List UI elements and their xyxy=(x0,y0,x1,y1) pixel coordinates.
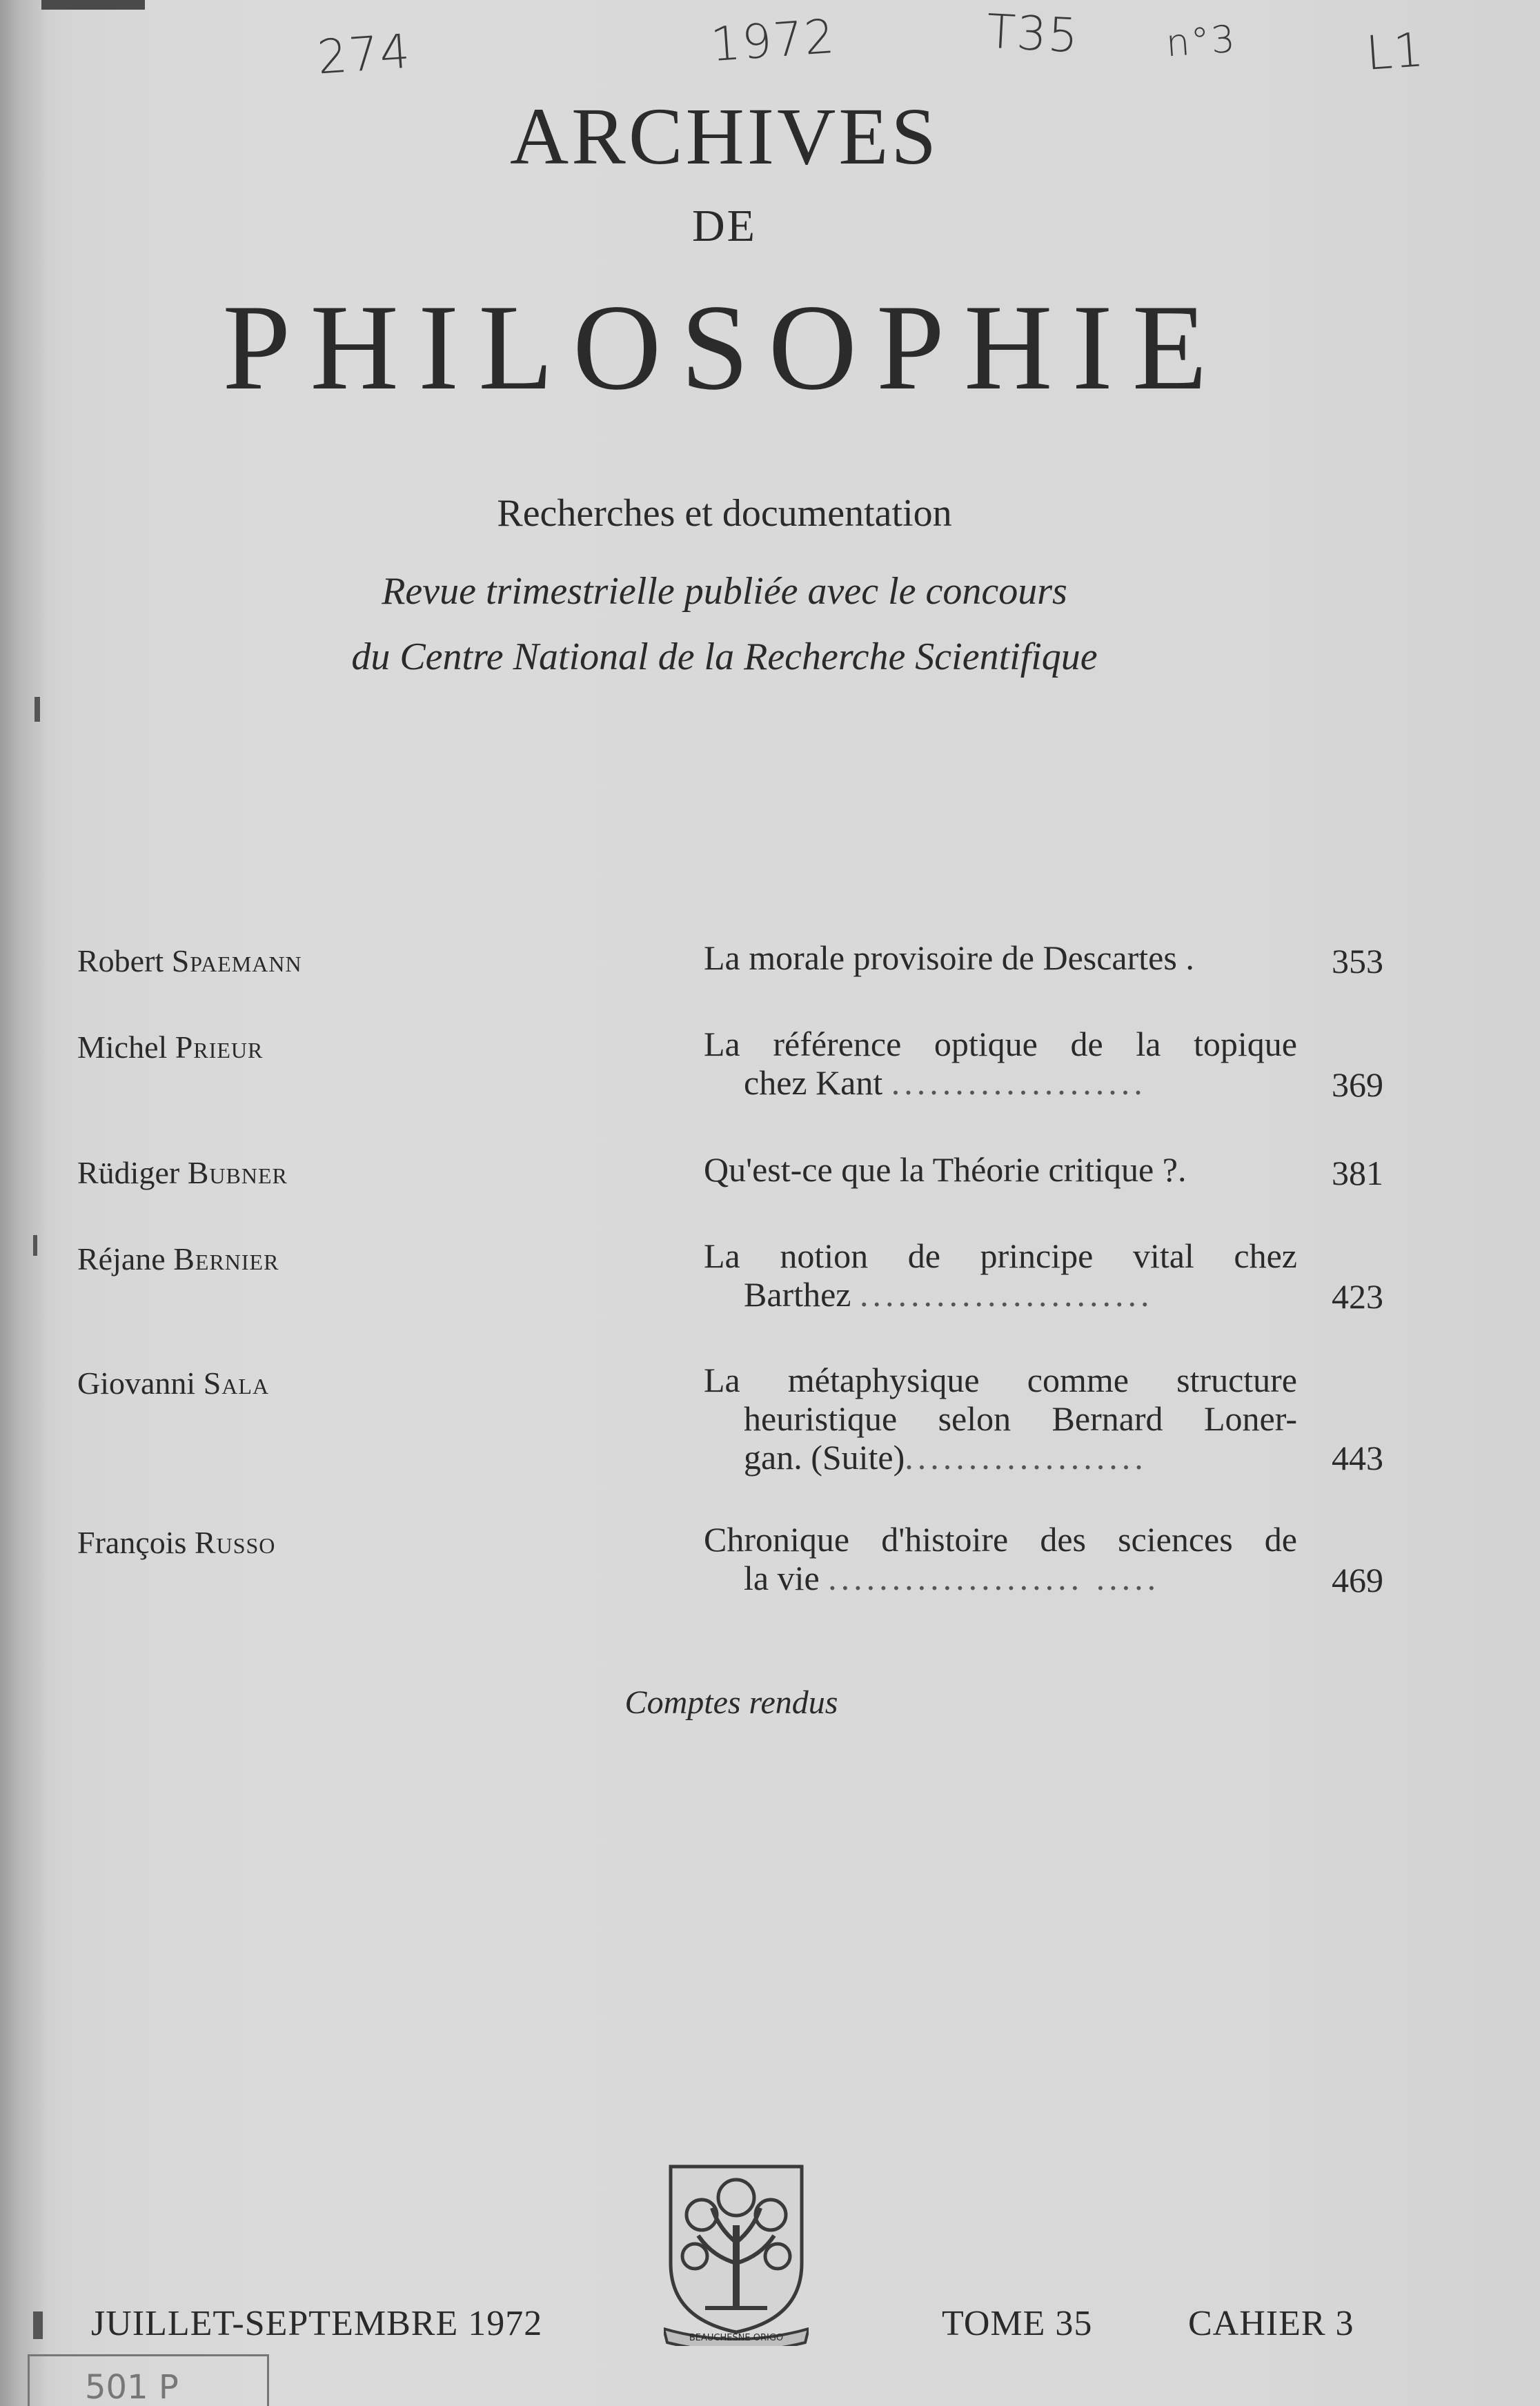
author-surname: Sala xyxy=(203,1365,270,1401)
toc-article-title xyxy=(704,1236,1297,1314)
journal-title-de: DE xyxy=(692,201,757,251)
leader-dots: .................... xyxy=(891,1063,1147,1102)
article-title-line: chez Kant .................... xyxy=(744,1063,1147,1102)
author-given-name: Giovanni xyxy=(77,1365,196,1401)
leader-dots: ................... xyxy=(905,1438,1147,1477)
emblem-motto: BEAUCHESNE ORIGO xyxy=(689,2333,784,2343)
toc-article-title xyxy=(704,1520,1297,1597)
article-title-line: Qu'est-ce que la Théorie critique ?. xyxy=(704,1150,1187,1189)
toc-page-number: 381 xyxy=(1332,1154,1383,1192)
handwritten-note-c: T35 xyxy=(985,4,1081,64)
handwritten-note-b: 1972 xyxy=(709,9,838,73)
handwritten-note-e: L1 xyxy=(1364,23,1427,81)
journal-description-line1: Revue trimestrielle publiée avec le concours xyxy=(382,570,1067,613)
article-title-line: heuristique selon Bernard Loner- xyxy=(744,1399,1297,1438)
toc-article-title xyxy=(704,1150,1297,1189)
toc-article-title xyxy=(704,1025,1297,1102)
toc-page-number: 469 xyxy=(1332,1561,1383,1599)
toc-article-title xyxy=(704,938,1297,977)
leader-dots: ....................... xyxy=(859,1275,1154,1314)
margin-mark xyxy=(34,697,40,722)
article-title-line: La référence optique de la topique xyxy=(704,1025,1297,1063)
margin-mark xyxy=(33,1235,37,1256)
article-title-line: Chronique d'histoire des sciences de xyxy=(704,1520,1297,1559)
top-binding-mark xyxy=(41,0,145,10)
toc-page-number: 423 xyxy=(1332,1277,1383,1316)
toc-author xyxy=(77,1029,263,1065)
article-title-line: La morale provisoire de Descartes . xyxy=(704,938,1194,977)
article-title-line: gan. (Suite)................... xyxy=(744,1438,1147,1477)
issue-date: JUILLET-SEPTEMBRE 1972 xyxy=(91,2304,543,2343)
tome-number: TOME 35 xyxy=(942,2304,1093,2343)
toc-author xyxy=(77,1154,288,1191)
article-title-line: La métaphysique comme structure xyxy=(704,1361,1297,1399)
author-surname: Russo xyxy=(194,1525,276,1560)
toc-page-number: 353 xyxy=(1332,942,1383,980)
library-stamp: 501 P xyxy=(28,2354,269,2406)
toc-author xyxy=(77,943,302,979)
author-given-name: François xyxy=(77,1525,187,1560)
journal-title-philosophie: PHILOSOPHIE xyxy=(222,279,1227,415)
author-surname: Prieur xyxy=(175,1029,264,1065)
handwritten-note-a: 274 xyxy=(315,24,413,86)
article-title-line: La notion de principe vital chez xyxy=(704,1236,1297,1275)
author-surname: Bubner xyxy=(187,1155,288,1190)
cahier-number: CAHIER 3 xyxy=(1188,2304,1354,2343)
toc-page-number: 443 xyxy=(1332,1439,1383,1477)
author-given-name: Michel xyxy=(77,1029,168,1065)
toc-author xyxy=(77,1241,279,1277)
margin-mark xyxy=(33,2311,43,2339)
handwritten-note-d: n°3 xyxy=(1164,17,1238,66)
publisher-emblem xyxy=(664,2160,809,2346)
article-title-line: Barthez ....................... xyxy=(744,1275,1154,1314)
toc-author xyxy=(77,1524,275,1561)
article-title-line: la vie .................... ..... xyxy=(744,1559,1161,1597)
author-given-name: Réjane xyxy=(77,1241,166,1276)
author-given-name: Robert xyxy=(77,943,164,978)
toc-author xyxy=(77,1365,269,1401)
leader-dots: .................... ..... xyxy=(828,1559,1161,1597)
author-given-name: Rüdiger xyxy=(77,1155,180,1190)
author-surname: Spaemann xyxy=(171,943,302,978)
journal-subtitle: Recherches et documentation xyxy=(497,492,952,535)
author-surname: Bernier xyxy=(173,1241,279,1276)
journal-description-line2: du Centre National de la Recherche Scientifique xyxy=(351,635,1098,678)
journal-title-archives: ARCHIVES xyxy=(509,91,940,181)
comptes-rendus-heading: Comptes rendus xyxy=(624,1684,838,1721)
toc-page-number: 369 xyxy=(1332,1065,1383,1104)
toc-article-title xyxy=(704,1361,1297,1477)
